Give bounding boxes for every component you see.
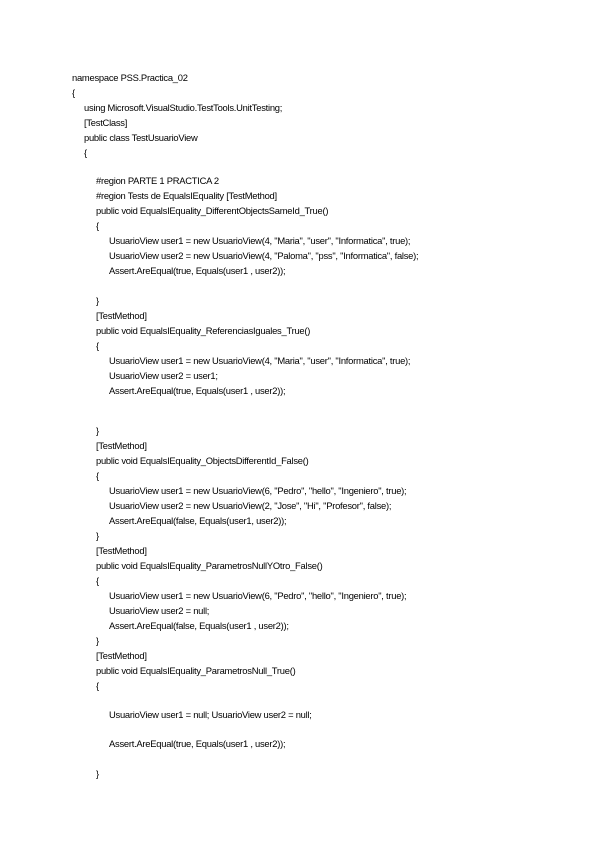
code-line: public class TestUsuarioView	[84, 132, 198, 143]
code-line: }	[96, 768, 99, 779]
code-line: Assert.AreEqual(false, Equals(user1, user2));	[109, 515, 287, 526]
code-line: {	[72, 87, 75, 98]
code-line: public void EqualsIEquality_DifferentObjectsSameId_True()	[96, 205, 329, 216]
code-line: [TestClass]	[84, 117, 128, 128]
code-line: public void EqualsIEquality_ObjectsDifferentId_False()	[96, 455, 309, 466]
code-line: {	[96, 575, 99, 586]
code-line: }	[96, 295, 99, 306]
code-line: UsuarioView user2 = new UsuarioView(4, "Paloma", "pss", "Informatica", false);	[109, 250, 419, 261]
code-line: UsuarioView user2 = new UsuarioView(2, "Jose", "Hi", "Profesor", false);	[109, 500, 392, 511]
code-line: [TestMethod]	[96, 650, 147, 661]
code-line: {	[96, 470, 99, 481]
code-line: public void EqualsIEquality_ParametrosNullYOtro_False()	[96, 560, 323, 571]
code-line: {	[84, 147, 87, 158]
code-line: Assert.AreEqual(true, Equals(user1 , user2));	[109, 265, 286, 276]
code-line: #region Tests de EqualsIEquality [TestMethod]	[96, 190, 277, 201]
code-line: UsuarioView user1 = new UsuarioView(4, "Maria", "user", "Informatica", true);	[109, 355, 411, 366]
code-line: Assert.AreEqual(false, Equals(user1 , user2));	[109, 620, 289, 631]
code-line: {	[96, 340, 99, 351]
code-line: Assert.AreEqual(true, Equals(user1 , user2));	[109, 385, 286, 396]
code-line: Assert.AreEqual(true, Equals(user1 , user2));	[109, 738, 286, 749]
code-line: public void EqualsIEquality_ReferenciasIguales_True()	[96, 325, 311, 336]
code-line: }	[96, 425, 99, 436]
code-line: UsuarioView user2 = user1;	[109, 370, 218, 381]
code-line: {	[96, 680, 99, 691]
code-line: #region PARTE 1 PRACTICA 2	[96, 175, 219, 186]
code-line: UsuarioView user2 = null;	[109, 605, 210, 616]
code-line: [TestMethod]	[96, 310, 147, 321]
code-line: [TestMethod]	[96, 545, 147, 556]
code-line: }	[96, 635, 99, 646]
code-line: namespace PSS.Practica_02	[72, 72, 188, 83]
code-line: using Microsoft.VisualStudio.TestTools.UnitTesting;	[84, 102, 283, 113]
code-line: {	[96, 220, 99, 231]
code-line: }	[96, 530, 99, 541]
code-line: UsuarioView user1 = null; UsuarioView user2 = null;	[109, 709, 312, 720]
code-line: UsuarioView user1 = new UsuarioView(6, "Pedro", "hello", "Ingeniero", true);	[109, 590, 407, 601]
code-line: UsuarioView user1 = new UsuarioView(6, "Pedro", "hello", "Ingeniero", true);	[109, 485, 407, 496]
code-line: [TestMethod]	[96, 440, 147, 451]
code-line: UsuarioView user1 = new UsuarioView(4, "Maria", "user", "Informatica", true);	[109, 235, 411, 246]
code-line: public void EqualsIEquality_ParametrosNull_True()	[96, 665, 296, 676]
